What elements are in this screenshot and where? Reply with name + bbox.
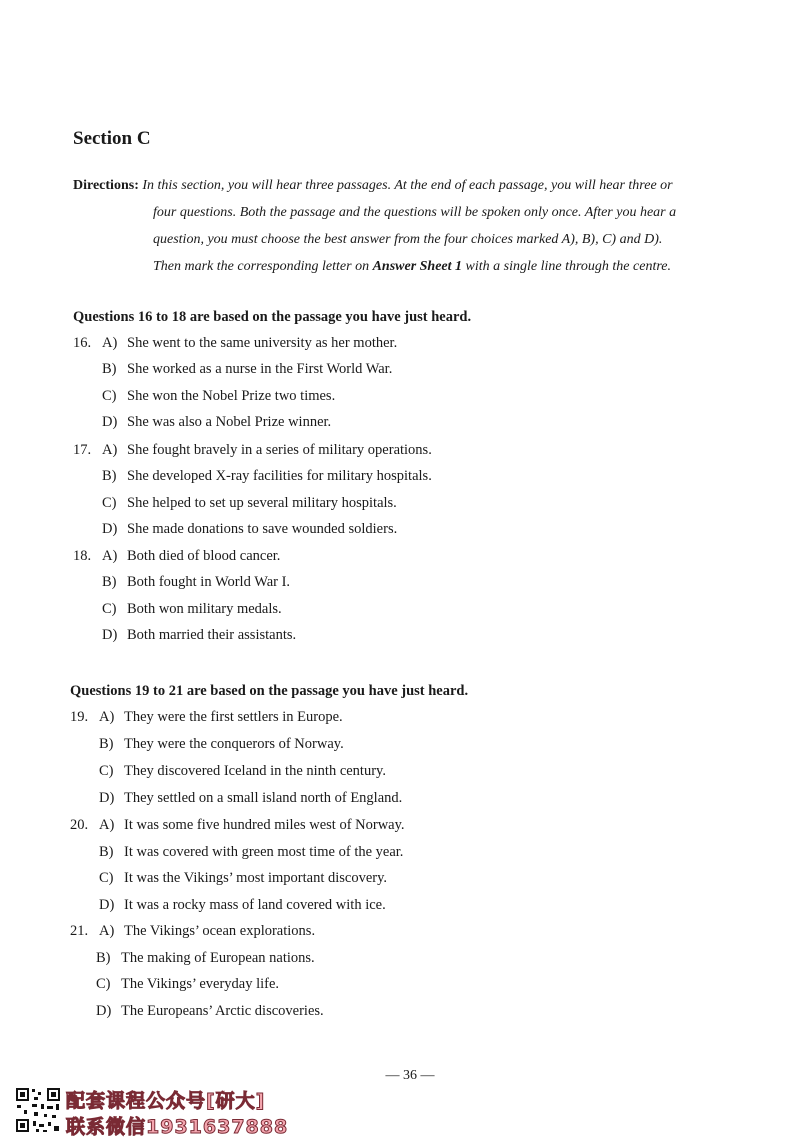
question-19-option-c[interactable]: C) They discovered Iceland in the ninth century. bbox=[99, 763, 386, 779]
page-number: — 36 — bbox=[385, 1068, 435, 1083]
question-21-option-a[interactable]: 21. A) The Vikings’ ocean explorations. bbox=[70, 923, 316, 939]
directions-label: Directions bbox=[73, 178, 135, 193]
question-18-option-d[interactable]: D) Both married their assistants. bbox=[102, 627, 297, 643]
directions-line-3: question, you must choose the best answer from the four choices marked A), B), C) and D). bbox=[153, 232, 663, 247]
question-20-option-d[interactable]: D) It was a rocky mass of land covered with ice. bbox=[99, 897, 386, 913]
question-21-option-b[interactable]: B) The making of European nations. bbox=[96, 950, 315, 966]
question-17-option-d[interactable]: D) She made donations to save wounded soldiers. bbox=[102, 521, 398, 537]
question-21-option-c[interactable]: C) The Vikings’ everyday life. bbox=[96, 976, 280, 992]
watermark-line-1: 配套课程公众号[研大] bbox=[66, 1090, 266, 1112]
group-heading: Questions 19 to 21 are based on the passage you have just heard. bbox=[70, 683, 469, 699]
question-number: 16. bbox=[73, 335, 92, 351]
question-number: 21. bbox=[70, 923, 89, 939]
question-21-option-d[interactable]: D) The Europeans’ Arctic discoveries. bbox=[96, 1003, 324, 1019]
directions-line-2: four questions. Both the passage and the questions will be spoken only once. After you hear a bbox=[153, 205, 677, 220]
qr-code-icon bbox=[14, 1086, 62, 1134]
question-19-option-d[interactable]: D) They settled on a small island north of England. bbox=[99, 790, 403, 806]
question-20-option-c[interactable]: C) It was the Vikings’ most important discovery. bbox=[99, 870, 388, 886]
section-title: Section C bbox=[73, 128, 151, 149]
question-19-option-b[interactable]: B) They were the conquerors of Norway. bbox=[99, 736, 344, 752]
group-heading: Questions 16 to 18 are based on the passage you have just heard. bbox=[73, 309, 472, 325]
question-20-option-a[interactable]: 20. A) It was some five hundred miles west of Norway. bbox=[70, 817, 405, 833]
question-number: 20. bbox=[70, 817, 89, 833]
question-17-option-a[interactable]: 17. A) She fought bravely in a series of military operations. bbox=[73, 442, 432, 458]
question-number: 18. bbox=[73, 548, 92, 564]
question-number: 17. bbox=[73, 442, 92, 458]
question-16-option-b[interactable]: B) She worked as a nurse in the First World War. bbox=[102, 361, 393, 377]
question-18-option-a[interactable]: 18. A) Both died of blood cancer. bbox=[73, 548, 281, 564]
directions: Directions: In this section, you will hear three passages. At the end of each passage, you will hear three or four questions. Both the passage and the questions will be spoken only once. After you hear a question, you must choose the best answer from the four choices marked A), B), C) and D). Then mark the corresponding letter on Answer Sheet 1 with a single line through the centre. bbox=[73, 172, 773, 280]
question-20-option-b[interactable]: B) It was covered with green most time of the year. bbox=[99, 844, 404, 860]
question-number: 19. bbox=[70, 709, 89, 725]
question-16-option-a[interactable]: 16. A) She went to the same university as her mother. bbox=[73, 335, 398, 351]
question-17-option-b[interactable]: B) She developed X-ray facilities for military hospitals. bbox=[102, 468, 432, 484]
question-16-option-c[interactable]: C) She won the Nobel Prize two times. bbox=[102, 388, 336, 404]
directions-line-1: In this section, you will hear three passages. At the end of each passage, you will hear three or bbox=[142, 178, 673, 193]
question-16-option-d[interactable]: D) She was also a Nobel Prize winner. bbox=[102, 414, 332, 430]
watermark-line-2: 联系微信1931637888 bbox=[66, 1116, 289, 1138]
question-19-option-a[interactable]: 19. A) They were the first settlers in Europe. bbox=[70, 709, 343, 725]
answer-sheet-ref: Answer Sheet 1 bbox=[372, 259, 463, 274]
question-17-option-c[interactable]: C) She helped to set up several military hospitals. bbox=[102, 495, 397, 511]
directions-line-4: Then mark the corresponding letter on Answer Sheet 1 with a single line through the centre. bbox=[153, 259, 671, 274]
question-18-option-b[interactable]: B) Both fought in World War I. bbox=[102, 574, 291, 590]
question-18-option-c[interactable]: C) Both won military medals. bbox=[102, 601, 282, 617]
